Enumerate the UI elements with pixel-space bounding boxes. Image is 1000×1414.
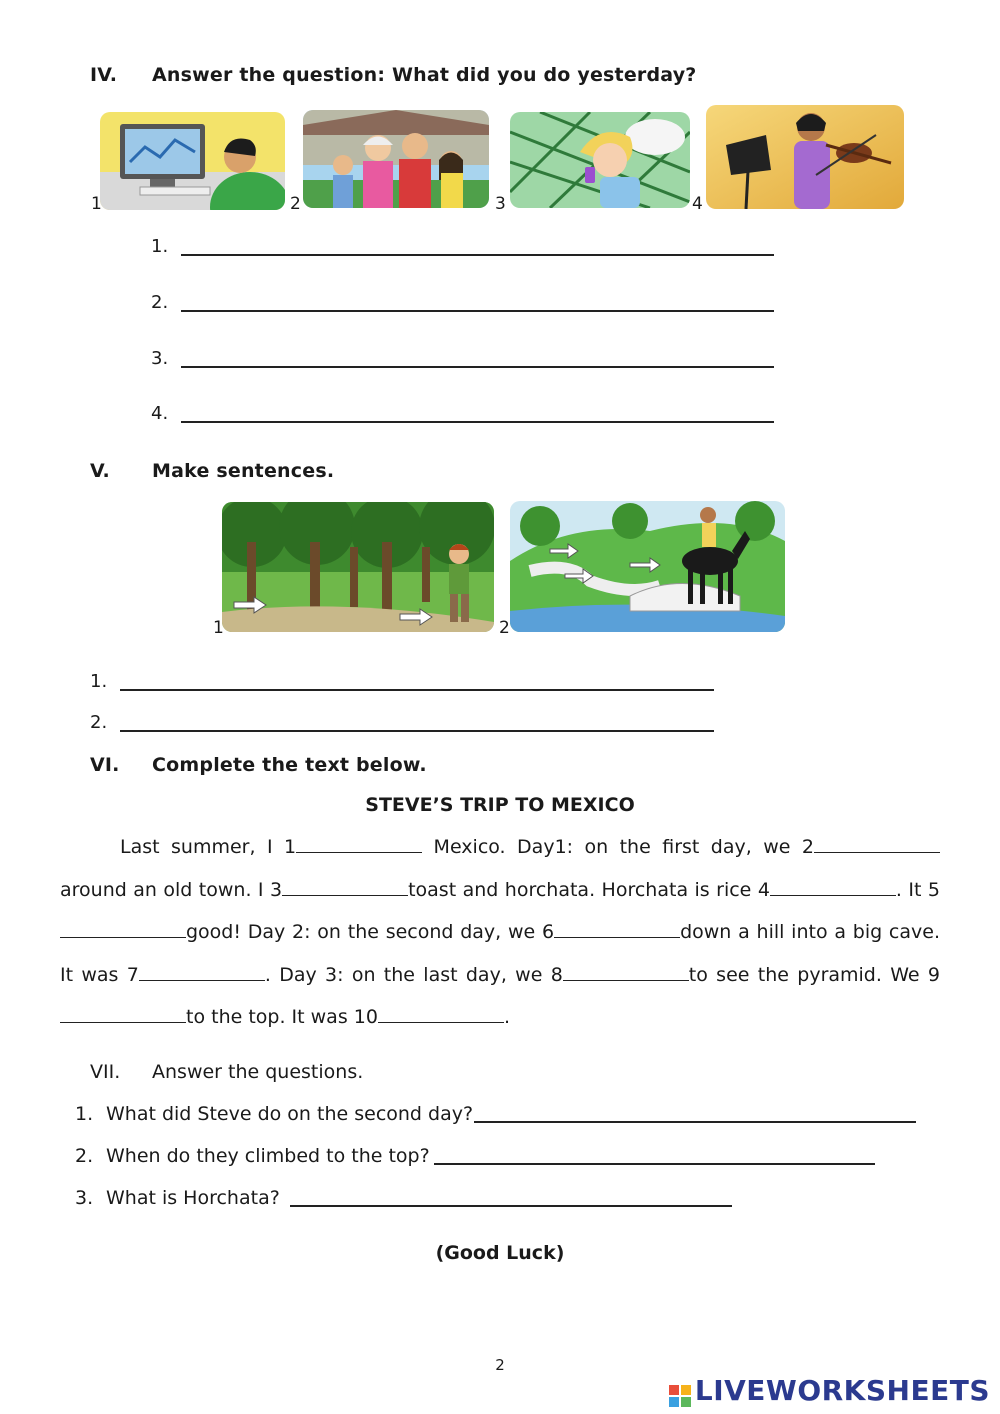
picture-family (303, 110, 489, 208)
blank-9[interactable] (60, 1004, 186, 1023)
answer-number-5-2: 2. (90, 712, 108, 733)
section-5-title: Make sentences. (152, 460, 335, 482)
cloze-text-3: around an old town. I 3 (60, 878, 283, 901)
picture-label-4: 4 (692, 194, 703, 214)
picture-label-5-1: 1 (213, 618, 224, 638)
picture-forest-walk (222, 502, 494, 632)
blank-5[interactable] (60, 919, 186, 938)
answer-number-4-1: 1. (151, 236, 169, 257)
question-1-answer-line[interactable] (474, 1121, 916, 1123)
blank-1[interactable] (296, 834, 422, 853)
section-4-heading (90, 64, 697, 86)
question-1 (75, 1103, 473, 1125)
picture-label-1: 1 (91, 194, 102, 214)
cloze-text-1: Last summer, I 1 (120, 836, 297, 858)
liveworksheets-logo (669, 1374, 990, 1407)
blank-3[interactable] (282, 877, 408, 896)
question-1-number: 1. (75, 1103, 94, 1125)
section-5-roman: V. (90, 460, 110, 482)
section-7-heading (90, 1061, 363, 1083)
picture-horse-bridge (510, 501, 785, 632)
answer-line-5-2[interactable] (120, 730, 714, 732)
cloze-text-11: . (503, 1006, 510, 1028)
question-3 (75, 1187, 280, 1209)
blank-8[interactable] (563, 962, 689, 981)
section-4-roman: IV. (90, 64, 118, 86)
cloze-text-2: Mexico. Day1: on the first day, we 2 (422, 836, 814, 858)
section-7-roman: VII. (90, 1061, 121, 1083)
answer-line-4-2[interactable] (181, 310, 774, 312)
picture-label-3: 3 (495, 194, 506, 214)
answer-number-4-2: 2. (151, 292, 169, 313)
cloze-text-9: to see the pyramid. We 9 (688, 963, 940, 986)
question-2-number: 2. (75, 1145, 94, 1167)
section-4-title: Answer the question: What did you do yesterday? (152, 64, 697, 86)
blank-6[interactable] (554, 919, 680, 938)
question-1-text: What did Steve do on the second day? (106, 1103, 474, 1125)
cloze-text-7: down a hill into a big cave. It was 7 (60, 921, 940, 986)
section-6-title: Complete the text below. (152, 754, 427, 776)
cloze-text-8: . Day 3: on the last day, we 8 (264, 963, 563, 986)
cloze-text-6: good! Day 2: on the second day, we 6 (186, 921, 555, 943)
liveworksheets-logo-text: LIVEWORKSHEETS (694, 1374, 990, 1407)
picture-hammock (510, 112, 690, 208)
picture-violin (706, 105, 904, 209)
question-2 (75, 1145, 430, 1167)
blank-10[interactable] (378, 1004, 504, 1023)
picture-label-5-2: 2 (499, 618, 510, 638)
question-3-text: What is Horchata? (106, 1187, 280, 1209)
answer-number-4-3: 3. (151, 348, 169, 369)
cloze-text-5: . It 5 (895, 878, 940, 901)
text-title: STEVE’S TRIP TO MEXICO (365, 794, 635, 816)
answer-line-4-4[interactable] (181, 421, 774, 423)
answer-line-5-1[interactable] (120, 689, 714, 691)
cloze-text-4: toast and horchata. Horchata is rice 4 (408, 878, 770, 901)
page-number: 2 (495, 1356, 505, 1374)
cloze-text-10: to the top. It was 10 (186, 1006, 378, 1028)
blank-4[interactable] (770, 877, 896, 896)
section-6-roman: VI. (90, 754, 120, 776)
picture-label-2: 2 (290, 194, 301, 214)
section-7-title: Answer the questions. (152, 1061, 364, 1083)
good-luck-text: (Good Luck) (435, 1242, 565, 1264)
section-5-heading (90, 460, 334, 482)
liveworksheets-logo-icon (669, 1381, 691, 1403)
answer-number-4-4: 4. (151, 403, 169, 424)
question-2-answer-line[interactable] (434, 1163, 875, 1165)
question-2-text: When do they climbed to the top? (106, 1145, 430, 1167)
section-6-heading (90, 754, 427, 776)
blank-7[interactable] (139, 962, 265, 981)
answer-line-4-3[interactable] (181, 366, 774, 368)
picture-computer (100, 112, 285, 210)
answer-number-5-1: 1. (90, 671, 108, 692)
cloze-paragraph (60, 826, 940, 1039)
blank-2[interactable] (814, 834, 940, 853)
question-3-number: 3. (75, 1187, 94, 1209)
question-3-answer-line[interactable] (290, 1205, 732, 1207)
answer-line-4-1[interactable] (181, 254, 774, 256)
